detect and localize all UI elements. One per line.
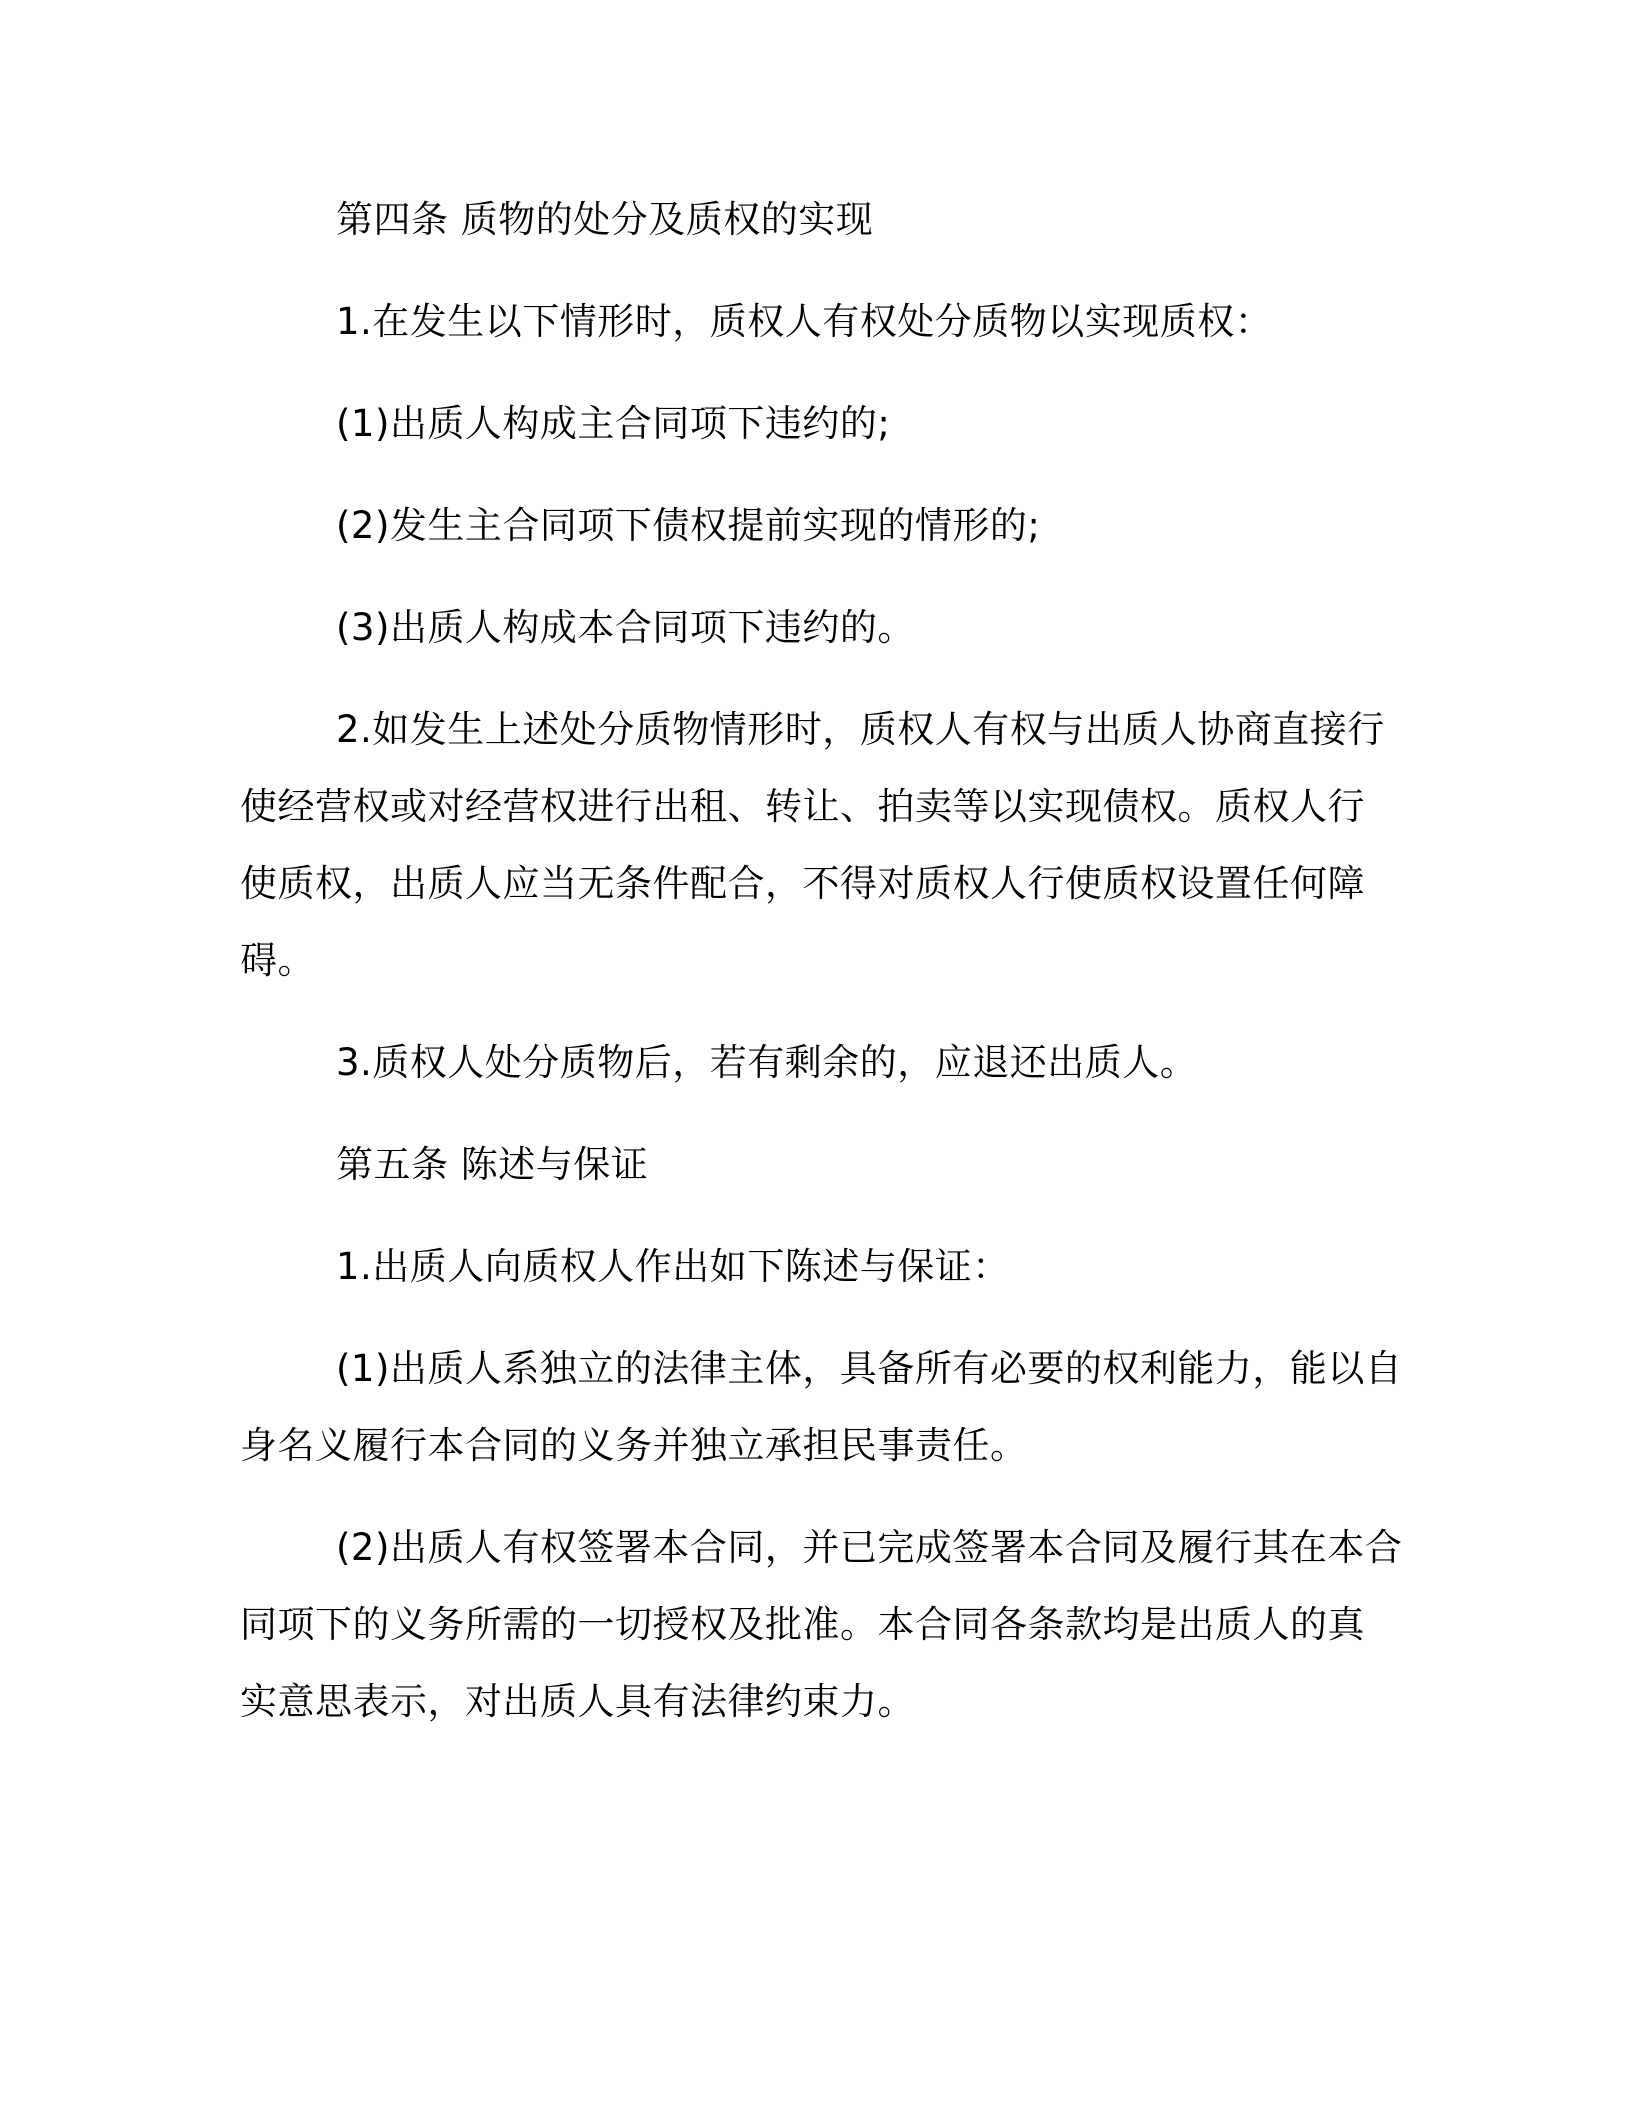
- article-4-clause-2-line-3: 使质权，出质人应当无条件配合，不得对质权人行使质权设置任何障: [240, 862, 1365, 905]
- article-4-clause-3: 3.质权人处分质物后，若有剩余的，应退还出质人。: [336, 1041, 1198, 1084]
- article-4-clause-1-item-3: (3)出质人构成本合同项下违约的。: [336, 606, 915, 649]
- article-4-clause-2-line-1: 2.如发生上述处分质物情形时，质权人有权与出质人协商直接行: [336, 708, 1385, 751]
- article-5-clause-1-item-1-line-1: (1)出质人系独立的法律主体，具备所有必要的权利能力，能以自: [336, 1347, 1403, 1390]
- article-5-clause-1-item-2-line-2: 同项下的义务所需的一切授权及批准。本合同各条款均是出质人的真: [240, 1603, 1365, 1646]
- article-5-heading: 第五条 陈述与保证: [336, 1143, 649, 1186]
- article-4-clause-2-line-4: 碍。: [240, 939, 315, 982]
- article-5-clause-1: 1.出质人向质权人作出如下陈述与保证：: [336, 1245, 1010, 1288]
- article-4-clause-2-line-2: 使经营权或对经营权进行出租、转让、拍卖等以实现债权。质权人行: [240, 785, 1365, 828]
- article-5-clause-1-item-2-line-1: (2)出质人有权签署本合同，并已完成签署本合同及履行其在本合: [336, 1526, 1403, 1569]
- article-4-heading: 第四条 质物的处分及质权的实现: [336, 198, 874, 241]
- article-5-clause-1-item-1-line-2: 身名义履行本合同的义务并独立承担民事责任。: [240, 1424, 1028, 1467]
- article-4-clause-1-item-1: (1)出质人构成主合同项下违约的;: [336, 402, 891, 445]
- article-4-clause-1: 1.在发生以下情形时，质权人有权处分质物以实现质权：: [336, 300, 1273, 343]
- article-4-clause-1-item-2: (2)发生主合同项下债权提前实现的情形的;: [336, 504, 1041, 547]
- article-5-clause-1-item-2-line-3: 实意思表示，对出质人具有法律约束力。: [240, 1680, 915, 1723]
